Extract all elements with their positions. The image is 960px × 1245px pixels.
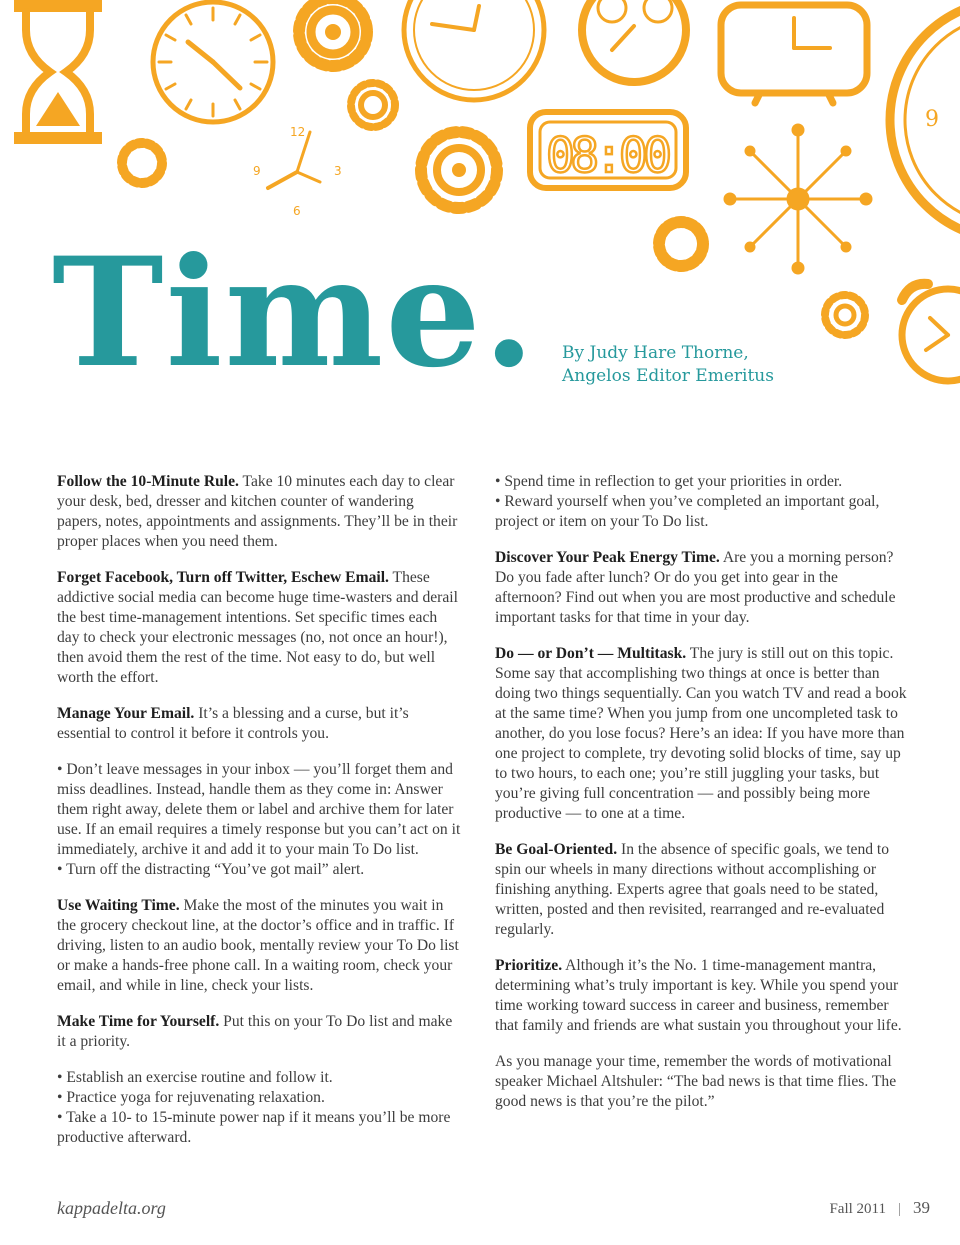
self-care-bullet-list [57, 1068, 462, 1148]
page-number: 39 [913, 1198, 930, 1217]
heading-10-minute-rule: Follow the 10-Minute Rule. [57, 473, 239, 490]
paragraph-manage-email [57, 704, 462, 744]
clock-numeral-3: 3 [334, 164, 342, 178]
body-time-for-yourself: Put this on your To Do list and make it a priority. [57, 1013, 453, 1050]
paragraph-closing-quote: As you manage your time, remember the words of motivational speaker Michael Altshuler: “The bad news is that time flies. The good news is that you’re the pilot.” [495, 1053, 897, 1110]
right-column [495, 472, 907, 1128]
body-goal-oriented: In the absence of specific goals, we tend to spin our wheels in many directions without accomplishing or finishing anything. Experts agree that goals need to be stated, written, posted and then revisited, rearranged and re-evaluated regularly. [495, 841, 890, 938]
paragraph-goal-oriented [495, 840, 907, 940]
heading-goal-oriented: Be Goal-Oriented. [495, 841, 618, 858]
body-prioritize: Although it’s the No. 1 time-management mantra, determining what’s truly important is key. While you spend your time working toward success in career and business, remember that family and friends are what sustain you throughout your life. [495, 957, 902, 1034]
body-social-media: These addictive social media can become huge time-wasters and derail the best time-management intentions. Set specific times each day to check your electronic messages (no, not once an hour!), then avoid them the rest of the time. Not easy to do, but well worth the effort. [57, 569, 458, 686]
wall-clock-icon [153, 2, 273, 122]
heading-time-for-yourself: Make Time for Yourself. [57, 1013, 220, 1030]
byline [562, 342, 774, 388]
list-item: • Don’t leave messages in your inbox — you’ll forget them and miss deadlines. Instead, handle them as they come in: Answer them right away, delete them or label and archive them for later use. If an email requires a timely response but you can’t act on it immediately, archive it and add it to your main To Do list. [57, 761, 461, 858]
list-item: • Practice yoga for rejuvenating relaxation. [57, 1089, 325, 1106]
paragraph-time-for-yourself [57, 1012, 462, 1052]
title-dot: . [482, 225, 537, 401]
starburst-clock-icon [725, 125, 871, 273]
reflection-bullet-list [495, 472, 907, 532]
footer-separator: | [897, 1201, 901, 1217]
paragraph-peak-energy [495, 548, 907, 628]
clock-numeral-9: 9 [253, 164, 261, 178]
heading-waiting-time: Use Waiting Time. [57, 897, 180, 914]
byline-author: By Judy Hare Thorne, [562, 343, 749, 363]
list-item: • Turn off the distracting “You’ve got mail” alert. [57, 861, 365, 878]
footer-issue-info [829, 1198, 930, 1218]
alarm-clock-icon [721, 5, 867, 103]
heading-social-media: Forget Facebook, Turn off Twitter, Eschew Email. [57, 569, 389, 586]
large-clock-numeral: 9 [925, 107, 939, 132]
list-item: • Establish an exercise routine and follow it. [57, 1069, 333, 1086]
body-peak-energy: Are you a morning person? Do you fade after lunch? Or do you get into gear in the afternoon? Find out when you are most productive and schedule important tasks for that time in your day. [495, 549, 896, 626]
paragraph-social-media [57, 568, 462, 688]
paragraph-prioritize [495, 956, 907, 1036]
list-item: • Reward yourself when you’ve completed an important goal, project or item on your To Do list. [495, 493, 880, 530]
title-text: Time [52, 225, 483, 401]
paragraph-10-minute-rule [57, 472, 462, 552]
heading-manage-email: Manage Your Email. [57, 705, 195, 722]
page-title [52, 225, 537, 401]
body-manage-email: It’s a blessing and a curse, but it’s essential to control it before it controls you. [57, 705, 409, 742]
body-multitask: The jury is still out on this topic. Some say that accomplishing two things at once is better than doing two things sequentially. Can you watch TV and read a book at the same time? When you jump from one uncompleted task to another, do you lose focus? Here’s an idea: If you have more than one project to complete, try devoting solid blocks of time, say up to two hours, to each one; you’re still juggling your tasks, but you’re giving full concentration — and possibly being more productive — to one at a time. [495, 645, 907, 822]
byline-role: Angelos Editor Emeritus [562, 366, 774, 386]
clock-numeral-12: 12 [290, 125, 306, 139]
paragraph-multitask [495, 644, 907, 824]
body-10-minute-rule: Take 10 minutes each day to clear your desk, bed, dresser and kitchen counter of wandering papers, notes, appointments and assignments. They’ll be in their proper places when you need them. [57, 473, 458, 550]
email-bullet-list [57, 760, 462, 880]
stopwatch-icon [404, 0, 686, 100]
paragraph-waiting-time [57, 896, 462, 996]
clock-numeral-6: 6 [293, 204, 301, 218]
hourglass-icon [14, 0, 102, 144]
heading-peak-energy: Discover Your Peak Energy Time. [495, 549, 720, 566]
heading-multitask: Do — or Don’t — Multitask. [495, 645, 687, 662]
digital-clock-readout: 08:00 [546, 128, 672, 184]
left-column [57, 472, 462, 1164]
bell-alarm-clock-icon [902, 284, 960, 381]
body-waiting-time: Make the most of the minutes you wait in the grocery checkout line, at the doctor’s office and in traffic. If driving, listen to an audio book, mentally review your To Do list or make a hands-free phone call. In a waiting room, check your email, and while in line, check your lists. [57, 897, 459, 994]
heading-prioritize: Prioritize. [495, 957, 563, 974]
footer-website: kappadelta.org [57, 1198, 166, 1218]
list-item: • Spend time in reflection to get your priorities in order. [495, 473, 843, 490]
footer-issue: Fall 2011 [829, 1201, 886, 1217]
numeral-clock-icon [268, 132, 320, 188]
list-item: • Take a 10- to 15-minute power nap if it means you’ll be more productive afterward. [57, 1109, 451, 1146]
